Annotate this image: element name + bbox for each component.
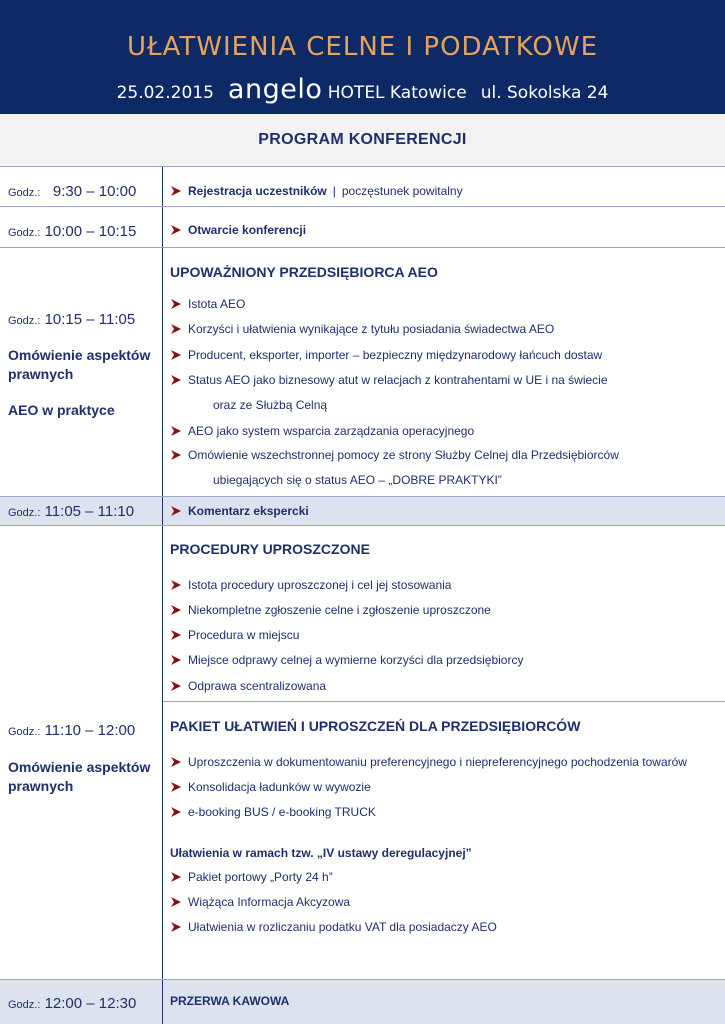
agenda-item bbox=[188, 603, 491, 617]
bullet-arrow-icon bbox=[171, 807, 181, 817]
time-cell bbox=[0, 980, 163, 1024]
agenda-item-text: Otwarcie konferencji bbox=[188, 223, 307, 237]
section-heading: UPOWAŻNIONY PRZEDSIĘBIORCA AEO bbox=[170, 264, 438, 280]
agenda-item-continuation: ubiegających się o status AEO – „DOBRE PRAKTYKI” bbox=[213, 473, 502, 487]
agenda-item bbox=[188, 223, 306, 237]
agenda-item-text: Omówienie wszechstronnej pomocy ze strony Służby Celnej dla Przedsiębiorców bbox=[188, 448, 619, 462]
agenda-item-text: Korzyści i ułatwienia wynikające z tytułu posiadania świadectwa AEO bbox=[188, 322, 555, 336]
agenda-item-text: Uproszczenia w dokumentowaniu preferencyjnego i niepreferencyjnego pochodzenia towarów bbox=[188, 755, 687, 769]
agenda-item bbox=[188, 780, 371, 794]
session-topic-secondary: AEO w praktyce bbox=[8, 402, 115, 418]
agenda-row bbox=[0, 207, 725, 248]
content-cell bbox=[163, 248, 725, 496]
agenda-item bbox=[188, 653, 523, 667]
agenda-item-text: Status AEO jako biznesowy atut w relacjach z kontrahentami w UE i na świecie bbox=[188, 373, 608, 387]
header-banner bbox=[0, 0, 725, 114]
agenda-row bbox=[0, 248, 725, 497]
conference-title: UŁATWIENIA CELNE I PODATKOWE bbox=[127, 32, 598, 62]
time-cell bbox=[0, 497, 163, 525]
agenda-item-text: Niekompletne zgłoszenie celne i zgłoszenie uproszczone bbox=[188, 603, 491, 617]
agenda-item-text: Producent, eksporter, importer – bezpieczny międzynarodowy łańcuch dostaw bbox=[188, 348, 603, 362]
godz-label: Godz.: bbox=[8, 507, 41, 519]
time-slot bbox=[8, 183, 136, 200]
agenda-item-text: Odprawa scentralizowana bbox=[188, 679, 327, 693]
agenda-item bbox=[188, 504, 309, 518]
time-cell bbox=[0, 207, 163, 247]
agenda-item-bold: Rejestracja uczestników bbox=[188, 184, 327, 198]
bullet-arrow-icon bbox=[171, 922, 181, 932]
hotel-address: ul. Sokolska 24 bbox=[480, 83, 609, 103]
agenda-item bbox=[188, 184, 463, 198]
godz-label: Godz.: bbox=[8, 726, 41, 738]
bullet-arrow-icon bbox=[171, 299, 181, 309]
agenda-item-text: Komentarz ekspercki bbox=[188, 504, 309, 518]
agenda-item-continuation: oraz ze Służbą Celną bbox=[213, 398, 328, 412]
bullet-arrow-icon bbox=[171, 186, 181, 196]
bullet-arrow-icon bbox=[171, 782, 181, 792]
agenda-item-text: AEO jako system wsparcia zarządzania operacyjnego bbox=[188, 424, 475, 438]
bullet-arrow-icon bbox=[171, 872, 181, 882]
agenda-item bbox=[188, 870, 333, 884]
separator: | bbox=[332, 184, 336, 198]
time-slot bbox=[8, 311, 135, 328]
agenda-item-text: poczęstunek powitalny bbox=[341, 184, 463, 198]
agenda-item bbox=[188, 448, 619, 462]
agenda-item bbox=[188, 679, 326, 693]
godz-label: Godz.: bbox=[8, 315, 41, 327]
time-slot bbox=[8, 503, 134, 520]
time-value: 10:00 – 10:15 bbox=[44, 223, 137, 240]
agenda-item bbox=[188, 424, 474, 438]
agenda-item-text: Istota AEO bbox=[188, 297, 246, 311]
time-slot bbox=[8, 995, 136, 1012]
time-value: 11:10 – 12:00 bbox=[44, 722, 136, 739]
content-cell bbox=[163, 167, 725, 206]
agenda-item-text: Konsolidacja ładunków w wywozie bbox=[188, 780, 371, 794]
godz-label: Godz.: bbox=[8, 187, 41, 199]
bullet-arrow-icon bbox=[171, 375, 181, 385]
agenda-item bbox=[188, 322, 554, 336]
agenda-item-text: e-booking BUS / e-booking TRUCK bbox=[188, 805, 376, 819]
godz-label: Godz.: bbox=[8, 227, 41, 239]
agenda-item bbox=[188, 348, 602, 362]
time-value: 12:00 – 12:30 bbox=[44, 995, 137, 1012]
time-slot bbox=[8, 722, 135, 739]
time-cell bbox=[0, 248, 163, 496]
bullet-arrow-icon bbox=[171, 757, 181, 767]
bullet-arrow-icon bbox=[171, 580, 181, 590]
agenda-item-text: Istota procedury uproszczonej i cel jej stosowania bbox=[188, 578, 452, 592]
time-cell bbox=[0, 167, 163, 206]
agenda-item-text: Pakiet portowy „Porty 24 h” bbox=[188, 870, 333, 884]
agenda-row bbox=[0, 167, 725, 207]
session-topic: Omówienie aspektów prawnych bbox=[8, 759, 151, 794]
time-slot bbox=[8, 223, 136, 240]
content-cell bbox=[163, 207, 725, 247]
bullet-arrow-icon bbox=[171, 605, 181, 615]
agenda-item bbox=[188, 628, 299, 642]
agenda-item bbox=[188, 755, 687, 769]
agenda-row bbox=[0, 980, 725, 1024]
agenda-item bbox=[188, 895, 350, 909]
subsection-heading: Ułatwienia w ramach tzw. „IV ustawy deregulacyjnej” bbox=[170, 846, 472, 860]
section-heading: PROCEDURY UPROSZCZONE bbox=[170, 541, 370, 557]
bullet-arrow-icon bbox=[171, 681, 181, 691]
conference-date: 25.02.2015 bbox=[116, 83, 214, 103]
coffee-break-label: PRZERWA KAWOWA bbox=[170, 994, 290, 1008]
bullet-arrow-icon bbox=[171, 506, 181, 516]
agenda-row bbox=[0, 497, 725, 526]
bullet-arrow-icon bbox=[171, 225, 181, 235]
agenda-item bbox=[188, 373, 608, 387]
agenda-item bbox=[188, 297, 245, 311]
content-cell bbox=[163, 980, 725, 1024]
agenda-row bbox=[0, 526, 725, 980]
section-heading: PAKIET UŁATWIEŃ I UPROSZCZEŃ DLA PRZEDSIĘBIORCÓW bbox=[170, 718, 581, 734]
bullet-arrow-icon bbox=[171, 426, 181, 436]
bullet-arrow-icon bbox=[171, 897, 181, 907]
agenda-item bbox=[188, 805, 376, 819]
bullet-arrow-icon bbox=[171, 655, 181, 665]
agenda-item bbox=[188, 578, 451, 592]
time-value: 9:30 – 10:00 bbox=[52, 183, 137, 200]
bullet-arrow-icon bbox=[171, 324, 181, 334]
section-divider bbox=[163, 701, 725, 702]
hotel-name: HOTEL Katowice bbox=[327, 83, 467, 103]
program-heading: PROGRAM KONFERENCJI bbox=[0, 114, 725, 167]
time-value: 10:15 – 11:05 bbox=[44, 311, 136, 328]
content-cell bbox=[163, 526, 725, 979]
bullet-arrow-icon bbox=[171, 350, 181, 360]
time-cell bbox=[0, 526, 163, 979]
content-cell bbox=[163, 497, 725, 525]
agenda-item-text: Ułatwienia w rozliczaniu podatku VAT dla posiadaczy AEO bbox=[188, 920, 497, 934]
time-value: 11:05 – 11:10 bbox=[44, 503, 135, 520]
godz-label: Godz.: bbox=[8, 999, 41, 1011]
hotel-brand-logo: angelo bbox=[227, 74, 323, 105]
bullet-arrow-icon bbox=[171, 630, 181, 640]
agenda-item-text: Wiążąca Informacja Akcyzowa bbox=[188, 895, 351, 909]
agenda-item bbox=[188, 920, 497, 934]
bullet-arrow-icon bbox=[171, 450, 181, 460]
conference-subtitle bbox=[0, 74, 725, 105]
session-topic: Omówienie aspektów prawnych bbox=[8, 347, 151, 382]
agenda-item-text: Miejsce odprawy celnej a wymierne korzyści dla przedsiębiorcy bbox=[188, 653, 524, 667]
agenda-item-text: Procedura w miejscu bbox=[188, 628, 300, 642]
